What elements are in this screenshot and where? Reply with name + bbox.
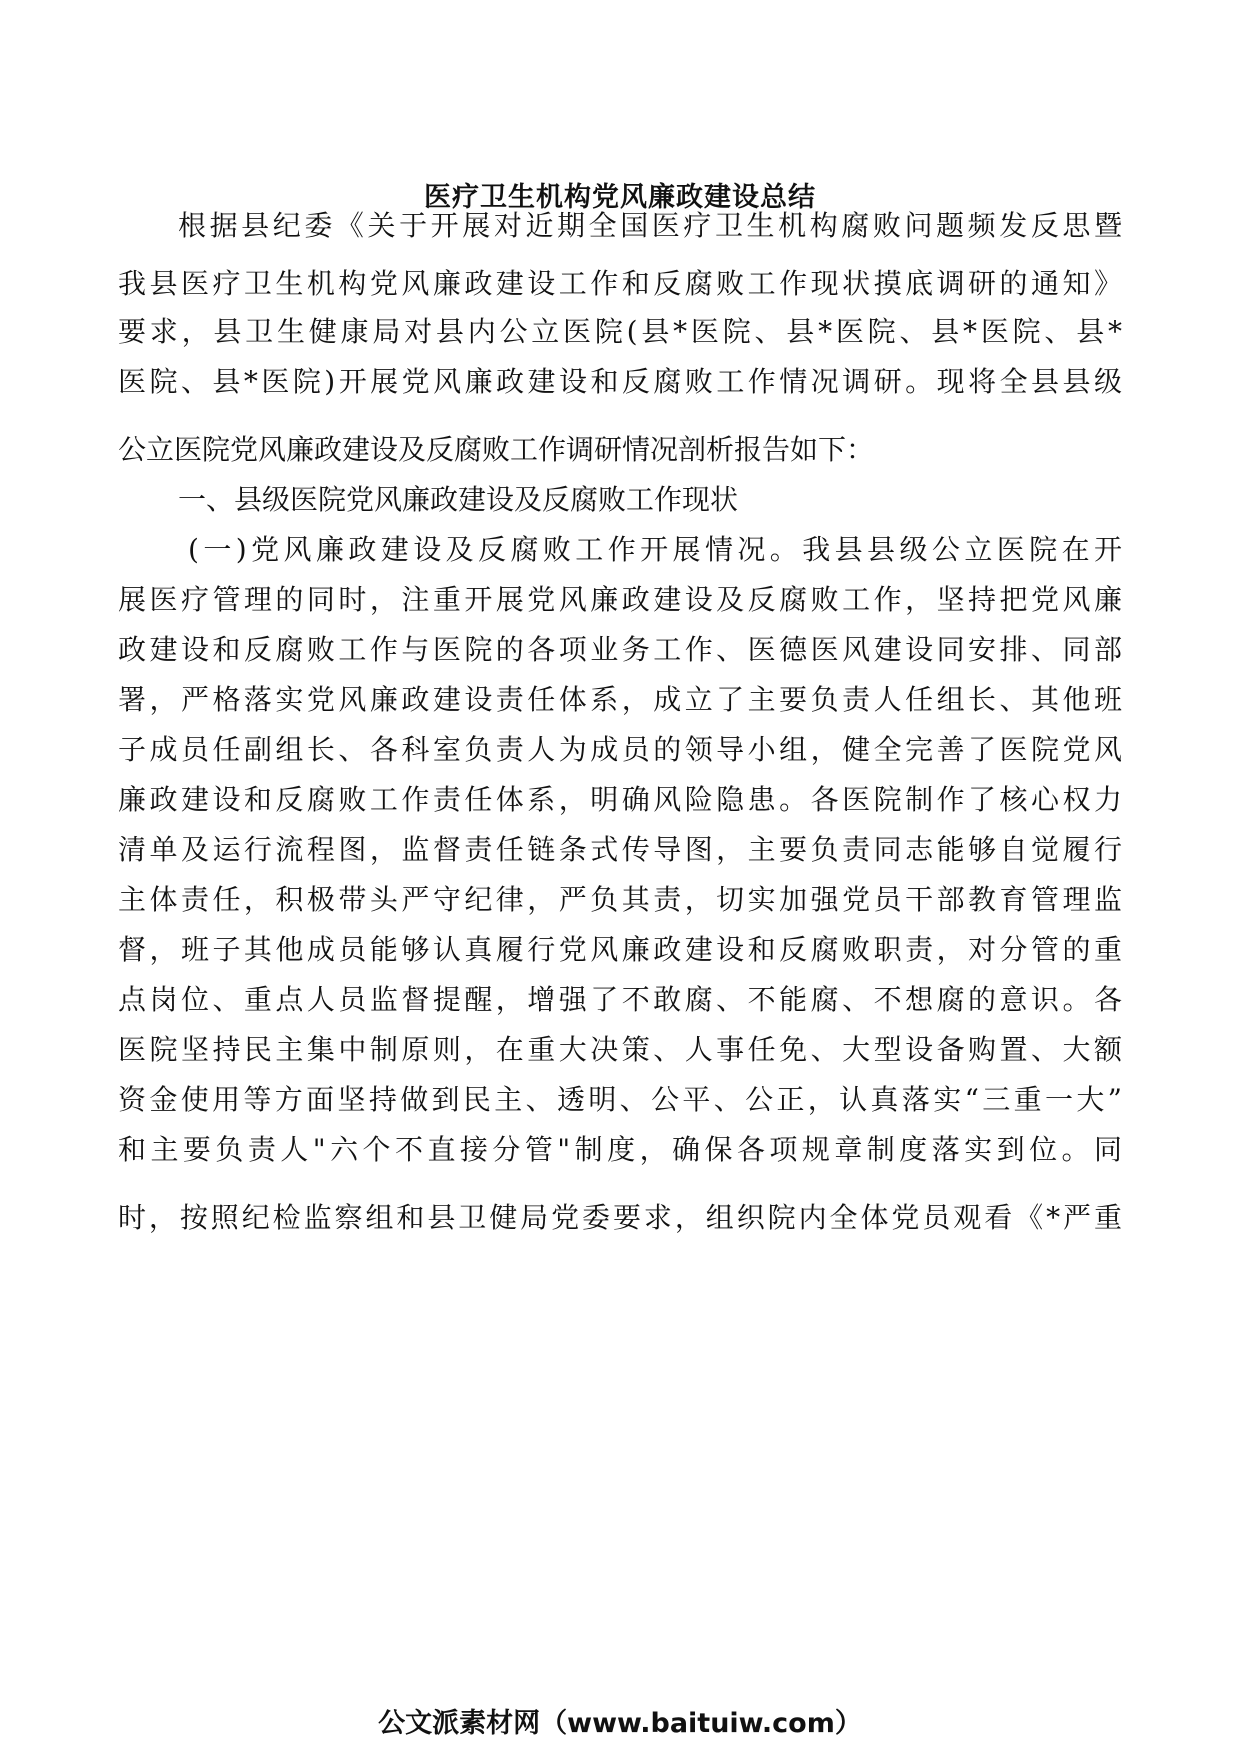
- section-heading: 一、县级医院党风廉政建设及反腐败工作现状: [178, 483, 739, 516]
- body-line: 展医疗管理的同时，注重开展党风廉政建设及反腐败工作，坚持把党风廉: [118, 583, 1122, 616]
- body-line: (一)党风廉政建设及反腐败工作开展情况。我县县级公立医院在开: [188, 533, 1122, 566]
- body-line: 公立医院党风廉政建设及反腐败工作调研情况剖析报告如下：: [118, 433, 875, 466]
- body-line: 主体责任，积极带头严守纪律，严负其责，切实加强党员干部教育管理监: [118, 883, 1122, 916]
- document-title: 医疗卫生机构党风廉政建设总结: [424, 182, 816, 213]
- body-line: 督，班子其他成员能够认真履行党风廉政建设和反腐败职责，对分管的重: [118, 933, 1122, 966]
- body-line: 时，按照纪检监察组和县卫健局党委要求，组织院内全体党员观看《*严重: [118, 1201, 1122, 1234]
- body-line: 清单及运行流程图，监督责任链条式传导图，主要负责同志能够自觉履行: [118, 833, 1122, 866]
- body-line: 医院坚持民主集中制原则，在重大决策、人事任免、大型设备购置、大额: [118, 1033, 1122, 1066]
- body-line: 要求，县卫生健康局对县内公立医院(县*医院、县*医院、县*医院、县*: [118, 315, 1122, 348]
- body-line: 廉政建设和反腐败工作责任体系，明确风险隐患。各医院制作了核心权力: [118, 783, 1122, 816]
- footer-watermark: 公文派素材网（www.baituiw.com）: [378, 1708, 862, 1739]
- body-line: 和主要负责人"六个不直接分管"制度，确保各项规章制度落实到位。同: [118, 1133, 1122, 1166]
- body-line: 点岗位、重点人员监督提醒，增强了不敢腐、不能腐、不想腐的意识。各: [118, 983, 1122, 1016]
- body-line: 政建设和反腐败工作与医院的各项业务工作、医德医风建设同安排、同部: [118, 633, 1122, 666]
- body-line: 署，严格落实党风廉政建设责任体系，成立了主要负责人任组长、其他班: [118, 683, 1122, 716]
- body-line: 子成员任副组长、各科室负责人为成员的领导小组，健全完善了医院党风: [118, 733, 1122, 766]
- body-line: 我县医疗卫生机构党风廉政建设工作和反腐败工作现状摸底调研的通知》: [118, 267, 1122, 300]
- body-line: 资金使用等方面坚持做到民主、透明、公平、公正，认真落实“三重一大”: [118, 1083, 1122, 1116]
- body-line: 医院、县*医院)开展党风廉政建设和反腐败工作情况调研。现将全县县级: [118, 365, 1122, 398]
- body-line: 根据县纪委《关于开展对近期全国医疗卫生机构腐败问题频发反思暨: [178, 209, 1122, 242]
